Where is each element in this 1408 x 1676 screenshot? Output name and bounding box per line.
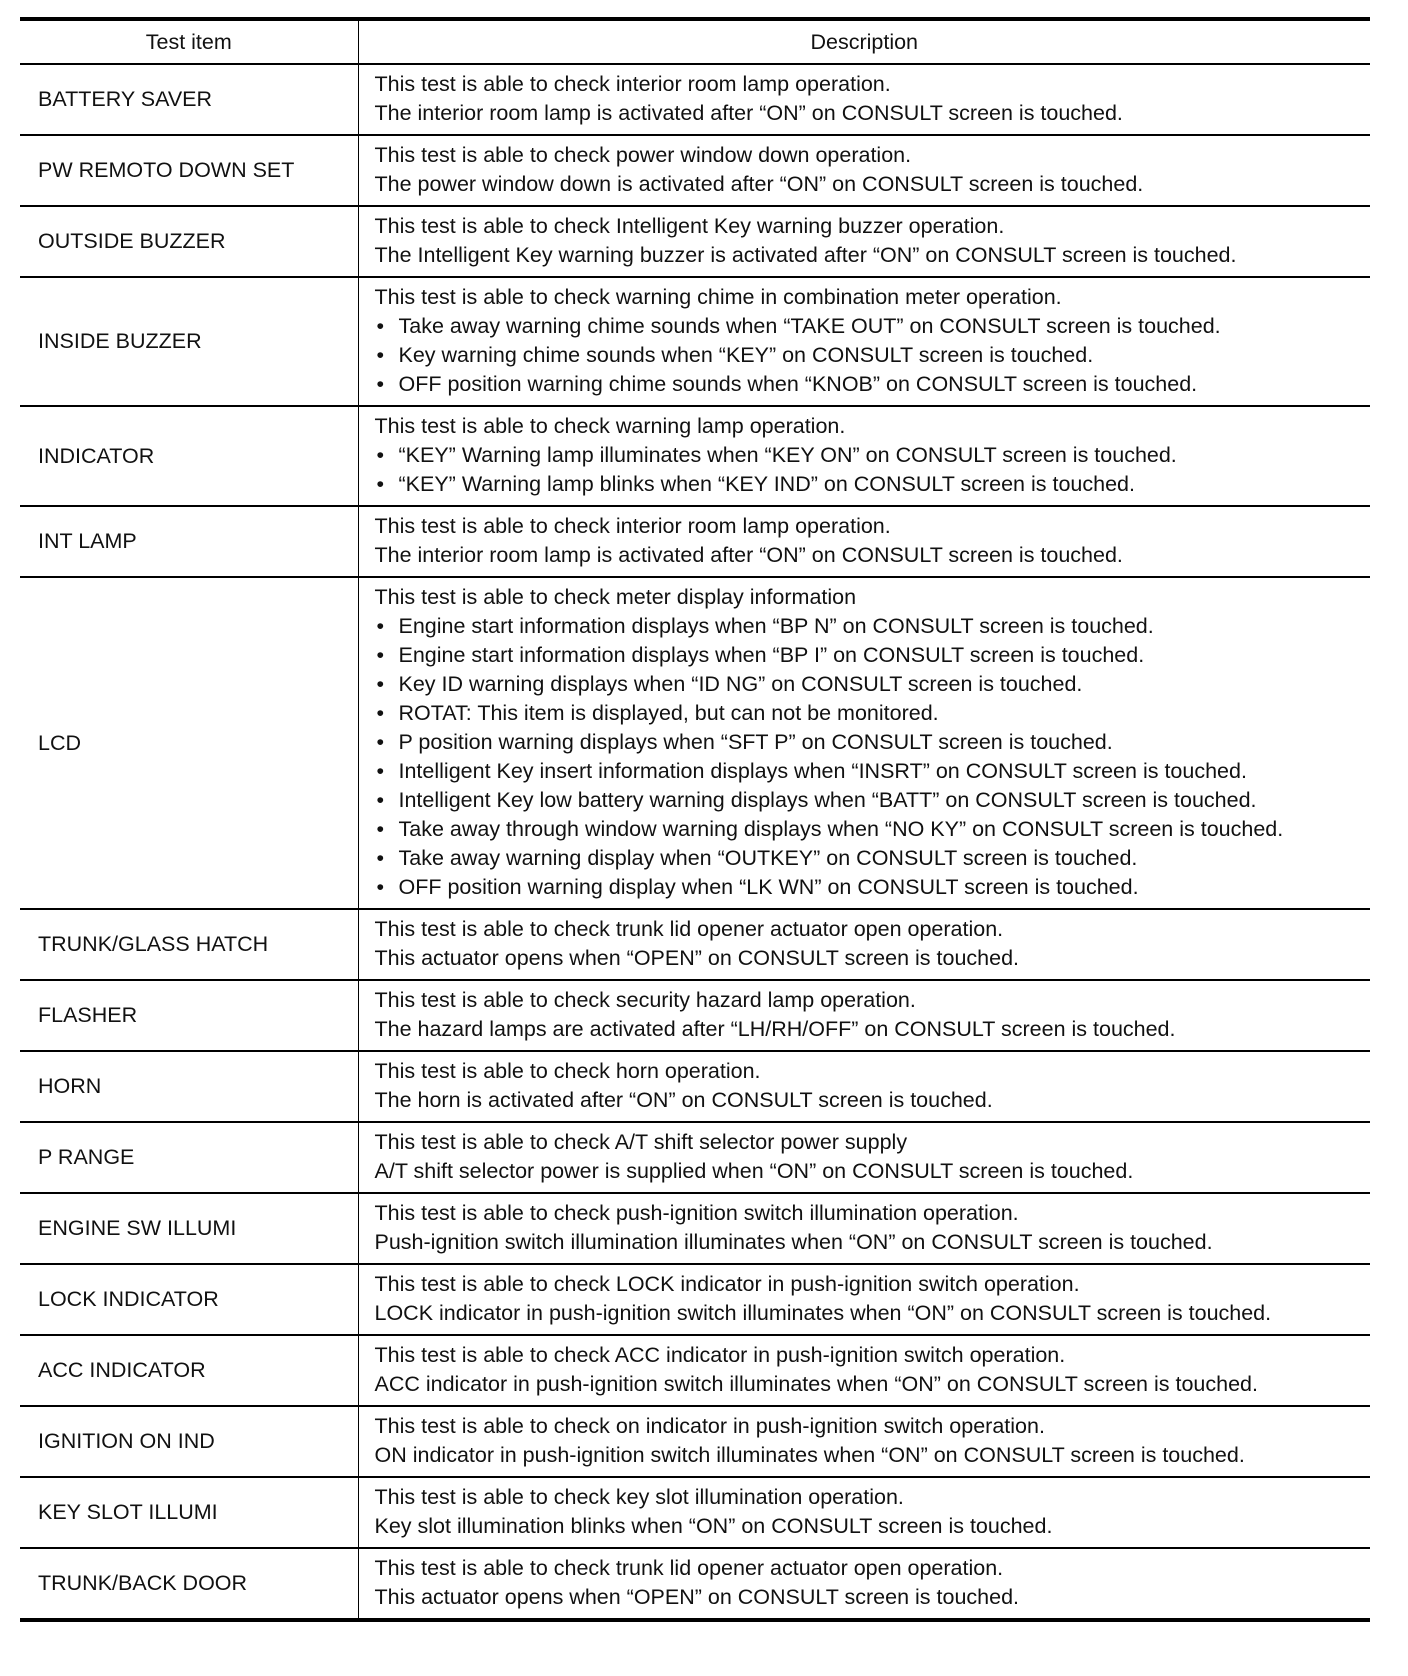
table-row: [20, 909, 1370, 980]
test-item-cell: TRUNK/GLASS HATCH: [20, 909, 358, 980]
test-item-cell: BATTERY SAVER: [20, 64, 358, 135]
description-line: ACC indicator in push-ignition switch illuminates when “ON” on CONSULT screen is touched.: [374, 1372, 1258, 1396]
description-line: This test is able to check trunk lid opener actuator open operation.: [374, 917, 1004, 941]
table-row: [20, 1477, 1370, 1548]
description-line: The interior room lamp is activated after “ON” on CONSULT screen is touched.: [374, 543, 1123, 567]
table-row: [20, 1122, 1370, 1193]
description-line: This test is able to check Intelligent Key warning buzzer operation.: [374, 214, 1005, 238]
description-line: This actuator opens when “OPEN” on CONSULT screen is touched.: [374, 946, 1019, 970]
table-row: [20, 1406, 1370, 1477]
table-row: [20, 64, 1370, 135]
description-line: ON indicator in push-ignition switch illuminates when “ON” on CONSULT screen is touched.: [374, 1443, 1245, 1467]
description-cell: [358, 1477, 1370, 1548]
description-cell: [358, 1264, 1370, 1335]
table-row: [20, 135, 1370, 206]
description-line: This actuator opens when “OPEN” on CONSULT screen is touched.: [374, 1585, 1019, 1609]
description-line: This test is able to check A/T shift selector power supply: [374, 1130, 908, 1154]
description-cell: [358, 277, 1370, 406]
table-row: [20, 506, 1370, 577]
description-cell: [358, 980, 1370, 1051]
description-line: This test is able to check horn operation.: [374, 1059, 761, 1083]
description-cell: [358, 1335, 1370, 1406]
description-cell: [358, 1406, 1370, 1477]
description-line: This test is able to check key slot illumination operation.: [374, 1485, 904, 1509]
description-line: This test is able to check on indicator in push-ignition switch operation.: [374, 1414, 1045, 1438]
header-description: Description: [810, 29, 919, 54]
description-bullet: • Take away warning chime sounds when “TAKE OUT” on CONSULT screen is touched.: [375, 312, 1367, 341]
description-bullet: • “KEY” Warning lamp blinks when “KEY IND” on CONSULT screen is touched.: [375, 470, 1367, 499]
table-row: [20, 980, 1370, 1051]
description-line: The Intelligent Key warning buzzer is activated after “ON” on CONSULT screen is touched.: [374, 243, 1237, 267]
table-header-row: [20, 19, 1370, 64]
description-bullet: • OFF position warning chime sounds when “KNOB” on CONSULT screen is touched.: [375, 370, 1367, 399]
description-cell: [358, 1051, 1370, 1122]
test-item-cell: LCD: [20, 577, 358, 909]
description-line: This test is able to check warning lamp operation.: [374, 414, 846, 438]
test-item-cell: FLASHER: [20, 980, 358, 1051]
description-line: The interior room lamp is activated after “ON” on CONSULT screen is touched.: [374, 101, 1123, 125]
description-line: This test is able to check LOCK indicator in push-ignition switch operation.: [374, 1272, 1080, 1296]
description-line: This test is able to check interior room lamp operation.: [374, 514, 891, 538]
description-line: A/T shift selector power is supplied when “ON” on CONSULT screen is touched.: [374, 1159, 1134, 1183]
test-item-cell: LOCK INDICATOR: [20, 1264, 358, 1335]
description-cell: [358, 406, 1370, 506]
description-line: This test is able to check trunk lid opener actuator open operation.: [374, 1556, 1004, 1580]
description-bullet: • ROTAT: This item is displayed, but can not be monitored.: [375, 699, 1367, 728]
test-item-cell: IGNITION ON IND: [20, 1406, 358, 1477]
test-item-cell: TRUNK/BACK DOOR: [20, 1548, 358, 1620]
table-row: [20, 406, 1370, 506]
table-row: [20, 277, 1370, 406]
description-cell: [358, 135, 1370, 206]
description-cell: [358, 909, 1370, 980]
test-item-cell: ACC INDICATOR: [20, 1335, 358, 1406]
description-line: This test is able to check power window down operation.: [374, 143, 912, 167]
description-bullet: • Key warning chime sounds when “KEY” on CONSULT screen is touched.: [375, 341, 1367, 370]
description-cell: [358, 64, 1370, 135]
description-line: The hazard lamps are activated after “LH/RH/OFF” on CONSULT screen is touched.: [374, 1017, 1176, 1041]
description-line: This test is able to check security hazard lamp operation.: [374, 988, 916, 1012]
table-row: [20, 1264, 1370, 1335]
description-bullet: • “KEY” Warning lamp illuminates when “KEY ON” on CONSULT screen is touched.: [375, 441, 1367, 470]
table-body: [20, 64, 1370, 1620]
table-row: [20, 577, 1370, 909]
test-item-cell: KEY SLOT ILLUMI: [20, 1477, 358, 1548]
test-item-cell: ENGINE SW ILLUMI: [20, 1193, 358, 1264]
description-line: The power window down is activated after “ON” on CONSULT screen is touched.: [374, 172, 1144, 196]
description-cell: [358, 1193, 1370, 1264]
table-row: [20, 1193, 1370, 1264]
table-row: [20, 1335, 1370, 1406]
test-item-table: [20, 17, 1370, 1622]
test-item-cell: PW REMOTO DOWN SET: [20, 135, 358, 206]
header-test-item: Test item: [20, 19, 358, 64]
description-line: This test is able to check interior room lamp operation.: [374, 72, 891, 96]
description-line: This test is able to check push-ignition switch illumination operation.: [374, 1201, 1019, 1225]
description-bullet: • Key ID warning displays when “ID NG” on CONSULT screen is touched.: [375, 670, 1367, 699]
description-bullet: • Intelligent Key insert information displays when “INSRT” on CONSULT screen is touched.: [375, 757, 1367, 786]
description-line: This test is able to check warning chime in combination meter operation.: [374, 285, 1062, 309]
test-item-cell: INT LAMP: [20, 506, 358, 577]
test-item-cell: HORN: [20, 1051, 358, 1122]
test-item-cell: INDICATOR: [20, 406, 358, 506]
description-bullet: • Intelligent Key low battery warning displays when “BATT” on CONSULT screen is touched.: [375, 786, 1367, 815]
description-cell: [358, 506, 1370, 577]
description-line: Key slot illumination blinks when “ON” on CONSULT screen is touched.: [374, 1514, 1053, 1538]
table-row: [20, 1548, 1370, 1620]
table-row: [20, 1051, 1370, 1122]
description-line: This test is able to check ACC indicator in push-ignition switch operation.: [374, 1343, 1066, 1367]
test-item-cell: INSIDE BUZZER: [20, 277, 358, 406]
description-bullet: • OFF position warning display when “LK WN” on CONSULT screen is touched.: [375, 873, 1367, 902]
description-bullet: • Take away through window warning displays when “NO KY” on CONSULT screen is touched.: [375, 815, 1367, 844]
description-line: The horn is activated after “ON” on CONSULT screen is touched.: [374, 1088, 993, 1112]
description-cell: [358, 206, 1370, 277]
description-bullet: • Take away warning display when “OUTKEY” on CONSULT screen is touched.: [375, 844, 1367, 873]
test-item-cell: P RANGE: [20, 1122, 358, 1193]
description-line: This test is able to check meter display information: [374, 585, 857, 609]
description-bullet: • Engine start information displays when “BP I” on CONSULT screen is touched.: [375, 641, 1367, 670]
description-cell: [358, 577, 1370, 909]
test-item-cell: OUTSIDE BUZZER: [20, 206, 358, 277]
description-cell: [358, 1548, 1370, 1620]
description-bullet: • Engine start information displays when “BP N” on CONSULT screen is touched.: [375, 612, 1367, 641]
table-row: [20, 206, 1370, 277]
description-cell: [358, 1122, 1370, 1193]
description-line: LOCK indicator in push-ignition switch illuminates when “ON” on CONSULT screen is touched.: [374, 1301, 1272, 1325]
description-bullet: • P position warning displays when “SFT P” on CONSULT screen is touched.: [375, 728, 1367, 757]
description-line: Push-ignition switch illumination illuminates when “ON” on CONSULT screen is touched.: [374, 1230, 1213, 1254]
